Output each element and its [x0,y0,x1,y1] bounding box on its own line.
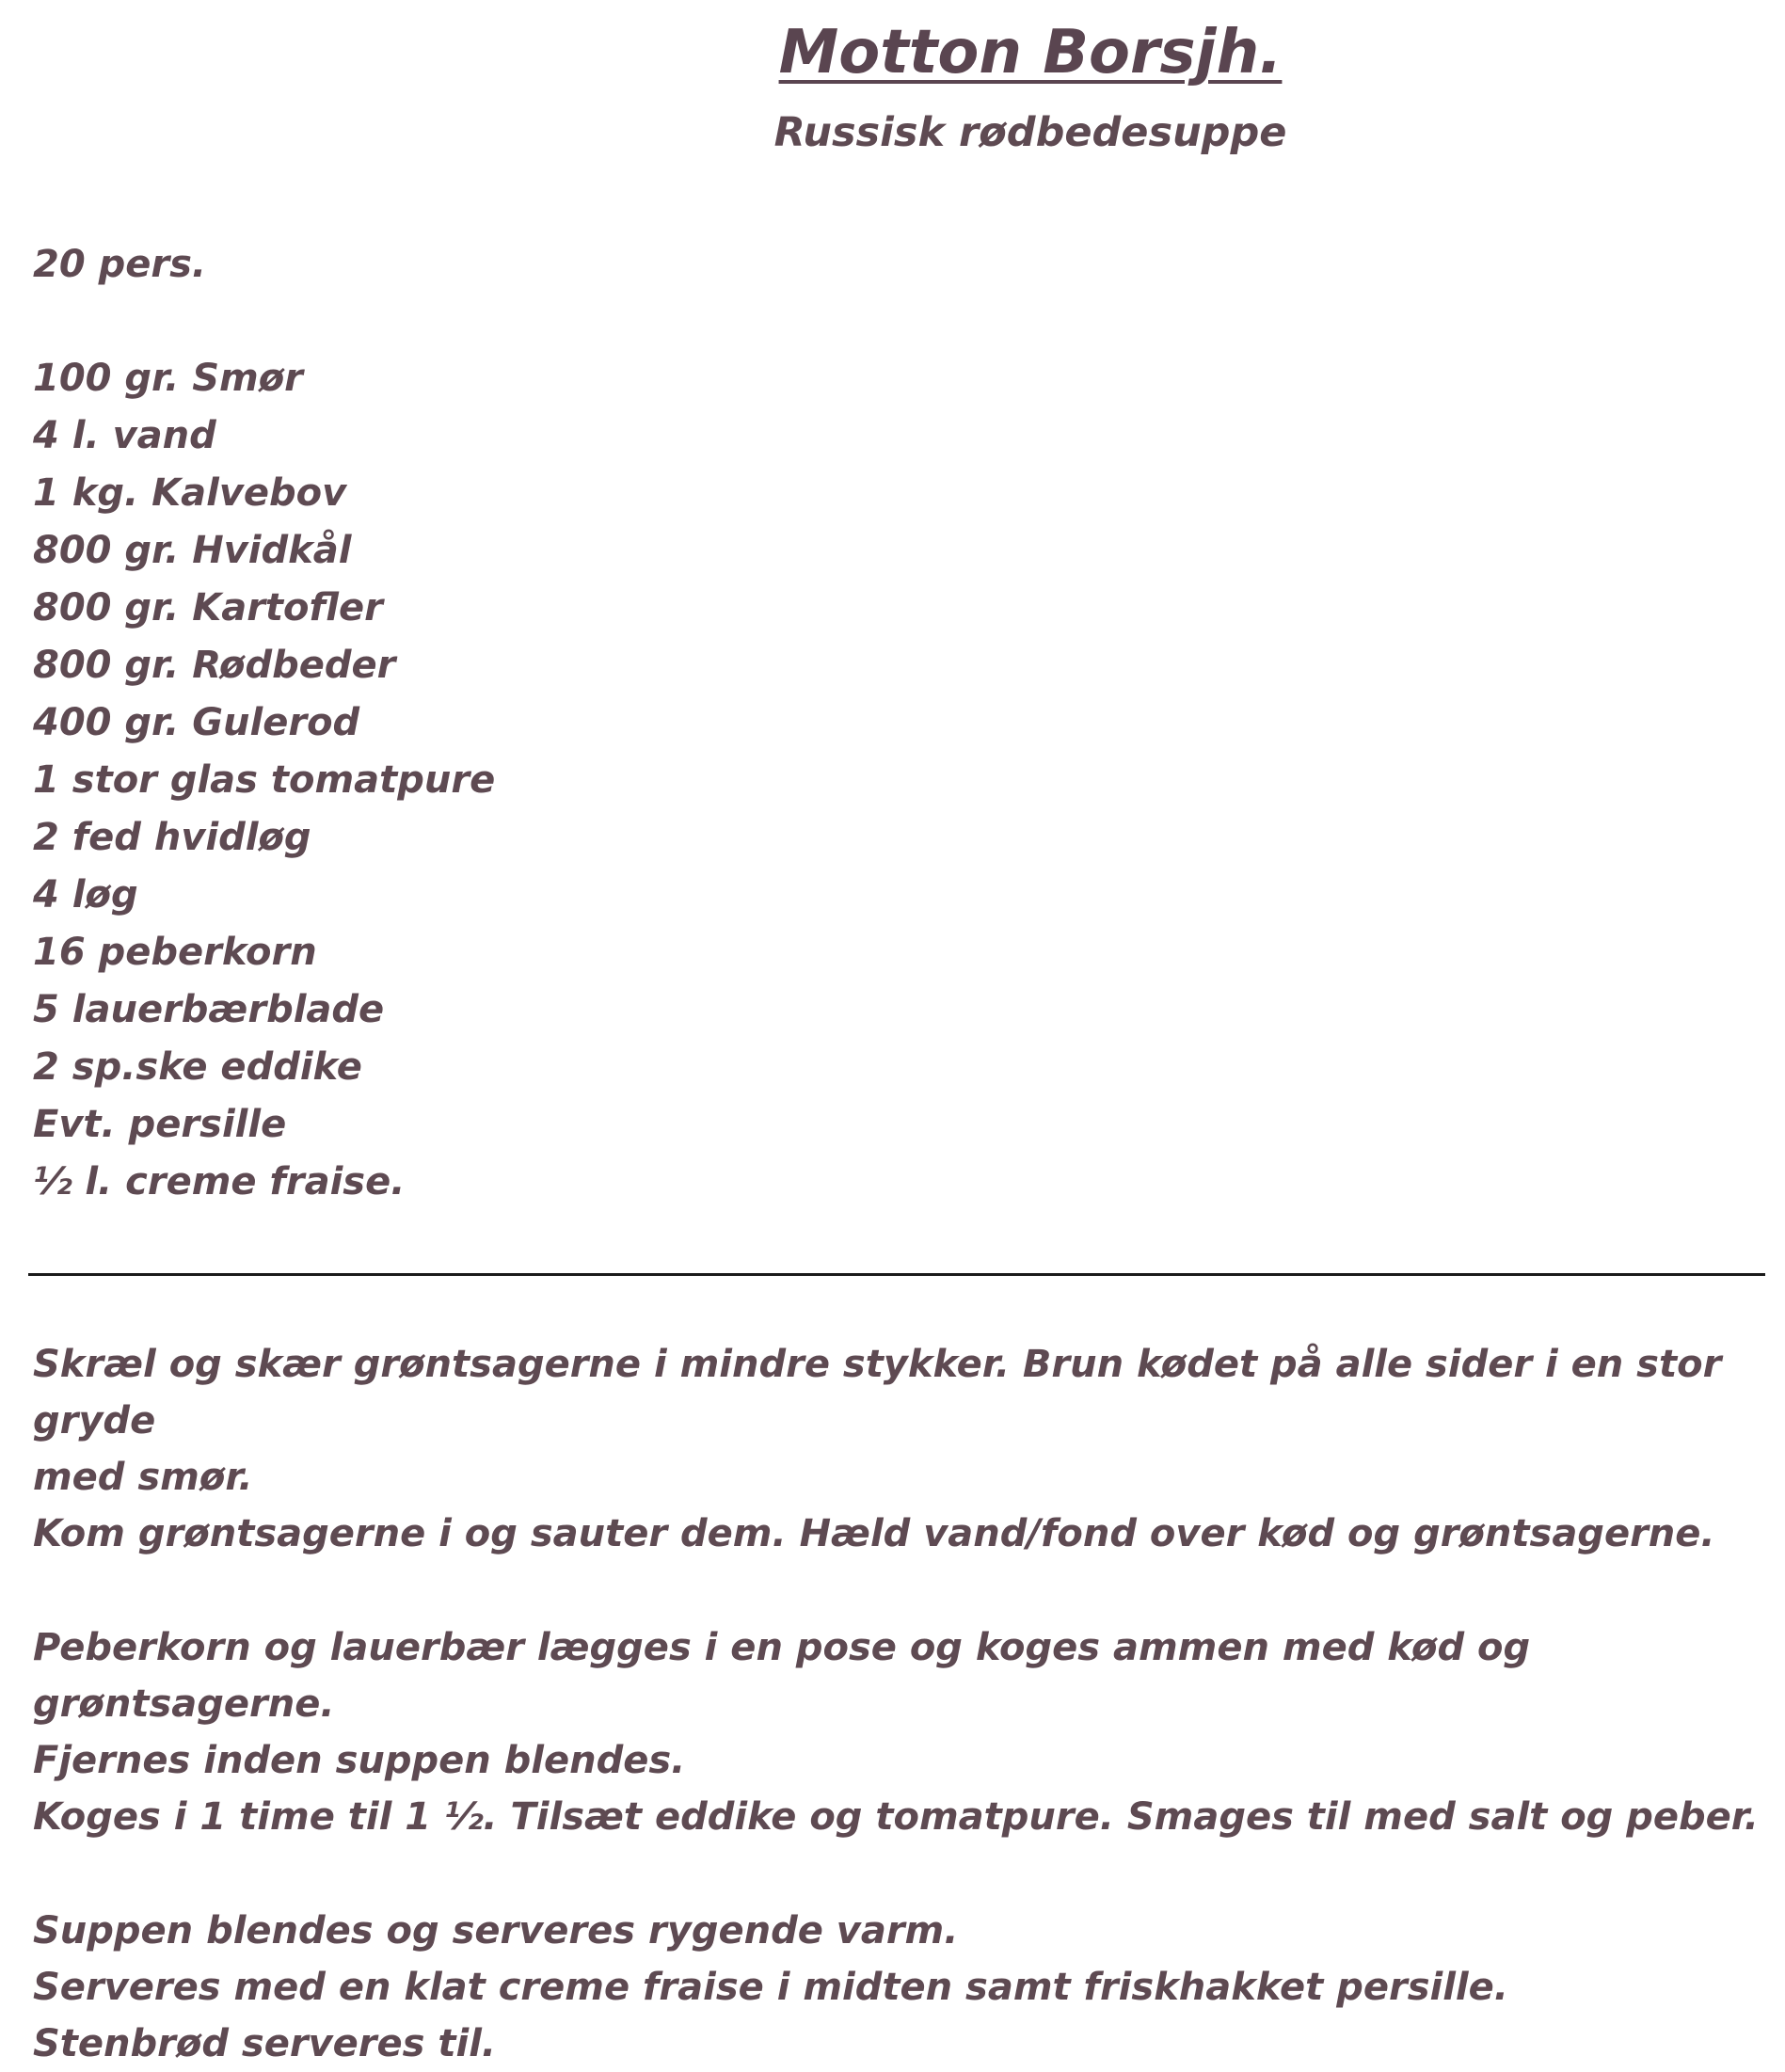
section-divider [28,1273,1765,1276]
instruction-line: Koges i 1 time til 1 ½. Tilsæt eddike og tomatpure. Smages til med salt og peber. [33,1795,1759,1839]
instruction-line: Suppen blendes og serveres rygende varm. [33,1909,959,1952]
ingredient-item: ½ l. creme fraise. [33,1160,406,1203]
recipe-subtitle: Russisk rødbedesuppe [773,109,1287,156]
ingredient-item: 1 stor glas tomatpure [33,758,496,802]
recipe-title: Motton Borsjh. [778,18,1283,88]
instruction-line: Kom grøntsagerne i og sauter dem. Hæld vand/fond over kød og grøntsagerne. [33,1512,1715,1555]
instruction-line: Stenbrød serveres til. [33,2022,497,2065]
instructions [33,1336,1764,2072]
ingredient-list [33,350,495,1211]
ingredient-item: Evt. persille [33,1103,287,1146]
instruction-line: Fjernes inden suppen blendes. [33,1739,686,1782]
ingredient-item: 800 gr. Kartofler [33,586,383,630]
ingredient-item: 4 løg [33,873,138,916]
instruction-line: med smør. [33,1456,253,1499]
ingredient-item: 800 gr. Hvidkål [33,529,352,572]
servings: 20 pers. [33,243,207,286]
ingredient-item: 2 fed hvidløg [33,816,311,859]
ingredient-item: 2 sp.ske eddike [33,1045,362,1089]
ingredient-item: 400 gr. Gulerod [33,701,360,744]
instruction-line: Peberkorn og lauerbær lægges i en pose og koges ammen med kød og grøntsagerne. [33,1626,1531,1726]
instruction-line: Serveres med en klat creme fraise i midten samt friskhakket persille. [33,1966,1508,2009]
ingredient-item: 16 peberkorn [33,931,317,974]
ingredient-item: 4 l. vand [33,414,216,457]
ingredient-item: 1 kg. Kalvebov [33,471,347,515]
ingredient-item: 800 gr. Rødbeder [33,644,396,687]
instruction-line: Skræl og skær grøntsagerne i mindre stykker. Brun kødet på alle sider i en stor gryde [33,1343,1722,1442]
ingredient-item: 5 lauerbærblade [33,988,385,1031]
ingredient-item: 100 gr. Smør [33,357,303,400]
